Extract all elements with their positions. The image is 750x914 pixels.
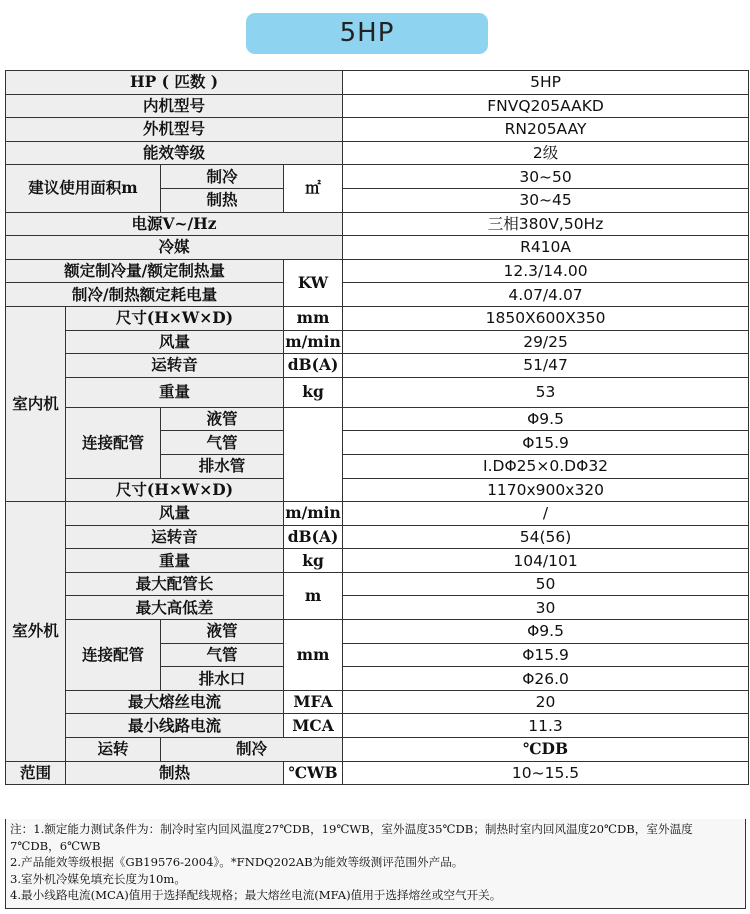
area-cooling-value: 30~50 [343, 165, 749, 189]
indoor-model-value: FNVQ205AAKD [343, 94, 749, 118]
indoor-weight-value: 53 [343, 377, 749, 407]
row-outdoor-mfa [6, 690, 749, 714]
area-unit: ㎡ [284, 165, 343, 212]
spec-table [5, 70, 749, 785]
indoor-liquid-label: 液管 [161, 407, 284, 431]
capacity-value: 12.3/14.00 [343, 259, 749, 283]
row-area-cooling [6, 165, 749, 189]
row-consumption [6, 283, 749, 307]
row-indoor-size [6, 306, 749, 330]
hp-value: 5HP [343, 71, 749, 95]
energy-grade-label: 能效等级 [6, 141, 343, 165]
outdoor-drain-label: 排水口 [161, 667, 284, 691]
consumption-value: 4.07/4.07 [343, 283, 749, 307]
indoor-size-unit: mm [284, 306, 343, 330]
outdoor-mfa-label: 最大熔丝电流 [66, 690, 284, 714]
range-cooling-unit: ℃DB [343, 738, 749, 762]
outdoor-max-pipe-len-value: 50 [343, 572, 749, 596]
row-refrigerant [6, 236, 749, 260]
outdoor-max-pipe-len-label: 最大配管长 [66, 572, 284, 596]
outdoor-size-value: 1170x900x320 [343, 478, 749, 502]
row-outdoor-model [6, 118, 749, 142]
row-indoor-noise [6, 354, 749, 378]
power-label: 电源V~/Hz [6, 212, 343, 236]
row-outdoor-noise [6, 525, 749, 549]
outdoor-noise-value: 54(56) [343, 525, 749, 549]
area-label: 建议使用面积m [6, 165, 161, 212]
note-2: 2.产品能效等级根据《GB19576-2004》。*FNDQ202AB为能效等级测评范围外产品。 [10, 855, 464, 869]
indoor-gas-value: Φ15.9 [343, 431, 749, 455]
notes-section [5, 819, 746, 909]
range-cooling-label: 制冷 [161, 738, 343, 762]
indoor-piping-label: 连接配管 [66, 407, 161, 478]
indoor-noise-unit: dB(A) [284, 354, 343, 378]
indoor-weight-unit: kg [284, 377, 343, 407]
range-label-line2: 范围 [6, 761, 66, 785]
row-indoor-weight [6, 377, 749, 407]
row-outdoor-size [6, 478, 749, 502]
indoor-size-value: 1850X600X350 [343, 306, 749, 330]
outdoor-airflow-value: / [343, 502, 749, 526]
indoor-gas-label: 气管 [161, 431, 284, 455]
outdoor-airflow-unit: m/min [284, 502, 343, 526]
row-outdoor-weight [6, 549, 749, 573]
row-outdoor-max-pipe-len [6, 572, 749, 596]
indoor-drain-value: I.DΦ25×0.DΦ32 [343, 454, 749, 478]
indoor-model-label: 内机型号 [6, 94, 343, 118]
area-cooling-label: 制冷 [161, 165, 284, 189]
note-4: 4.最小线路电流(MCA)值用于选择配线规格；最大熔丝电流(MFA)值用于选择熔丝或空气开关。 [10, 888, 502, 902]
row-outdoor-liquid [6, 620, 749, 644]
area-heating-label: 制热 [161, 188, 284, 212]
indoor-airflow-label: 风量 [66, 330, 284, 354]
outdoor-mca-label: 最小线路电流 [66, 714, 284, 738]
outdoor-weight-label: 重量 [66, 549, 284, 573]
energy-grade-value: 2级 [343, 141, 749, 165]
outdoor-mca-unit: MCA [284, 714, 343, 738]
indoor-airflow-unit: m/min [284, 330, 343, 354]
row-indoor-liquid [6, 407, 749, 431]
capacity-unit: KW [284, 259, 343, 306]
outdoor-max-height-value: 30 [343, 596, 749, 620]
model-title-badge: 5HP [246, 13, 488, 54]
outdoor-noise-label: 运转音 [66, 525, 284, 549]
outdoor-pipe-unit: mm [284, 620, 343, 691]
range-heating-value: 10~15.5 [343, 761, 749, 785]
outdoor-mfa-unit: MFA [284, 690, 343, 714]
outdoor-size-label: 尺寸(H×W×D) [66, 478, 284, 502]
note-3: 3.室外机冷媒免填充长度为10m。 [10, 871, 186, 886]
outdoor-mca-value: 11.3 [343, 714, 749, 738]
consumption-label: 制冷/制热额定耗电量 [6, 283, 284, 307]
indoor-airflow-value: 29/25 [343, 330, 749, 354]
row-range-cooling [6, 738, 749, 762]
outdoor-noise-unit: dB(A) [284, 525, 343, 549]
indoor-size-label: 尺寸(H×W×D) [66, 306, 284, 330]
row-outdoor-max-height [6, 596, 749, 620]
row-range-heating [6, 761, 749, 785]
row-energy-grade [6, 141, 749, 165]
outdoor-piping-label: 连接配管 [66, 620, 161, 691]
indoor-liquid-value: Φ9.5 [343, 407, 749, 431]
range-heating-unit: ℃WB [284, 761, 343, 785]
outdoor-weight-value: 104/101 [343, 549, 749, 573]
outdoor-weight-unit: kg [284, 549, 343, 573]
outdoor-liquid-label: 液管 [161, 620, 284, 644]
capacity-label: 额定制冷量/额定制热量 [6, 259, 284, 283]
hp-label: HP ( 匹数 ) [6, 71, 343, 95]
indoor-weight-label: 重量 [66, 377, 284, 407]
outdoor-gas-label: 气管 [161, 643, 284, 667]
row-indoor-airflow [6, 330, 749, 354]
range-label-line1: 运转 [66, 738, 161, 762]
row-power [6, 212, 749, 236]
row-outdoor-airflow [6, 502, 749, 526]
power-value: 三相380V,50Hz [343, 212, 749, 236]
outdoor-drain-value: Φ26.0 [343, 667, 749, 691]
indoor-noise-value: 51/47 [343, 354, 749, 378]
range-heating-label: 制热 [66, 761, 284, 785]
indoor-drain-label: 排水管 [161, 454, 284, 478]
outdoor-mfa-value: 20 [343, 690, 749, 714]
outdoor-airflow-label: 风量 [66, 502, 284, 526]
row-hp [6, 71, 749, 95]
outdoor-max-height-label: 最大高低差 [66, 596, 284, 620]
indoor-piping-unit-blank [284, 407, 343, 501]
outdoor-len-unit: m [284, 572, 343, 619]
indoor-noise-label: 运转音 [66, 354, 284, 378]
outdoor-liquid-value: Φ9.5 [343, 620, 749, 644]
outdoor-gas-value: Φ15.9 [343, 643, 749, 667]
refrigerant-label: 冷媒 [6, 236, 343, 260]
indoor-group-label: 室内机 [6, 306, 66, 501]
row-capacity [6, 259, 749, 283]
area-heating-value: 30~45 [343, 188, 749, 212]
outdoor-model-label: 外机型号 [6, 118, 343, 142]
outdoor-group-label: 室外机 [6, 502, 66, 762]
outdoor-model-value: RN205AAY [343, 118, 749, 142]
refrigerant-value: R410A [343, 236, 749, 260]
note-1: 注：1.额定能力测试条件为：制冷时室内回风温度27℃DB，19℃WB，室外温度35℃DB；制热时室内回风温度20℃DB，室外温度7℃DB，6℃WB [10, 822, 693, 853]
row-indoor-model [6, 94, 749, 118]
row-outdoor-mca [6, 714, 749, 738]
